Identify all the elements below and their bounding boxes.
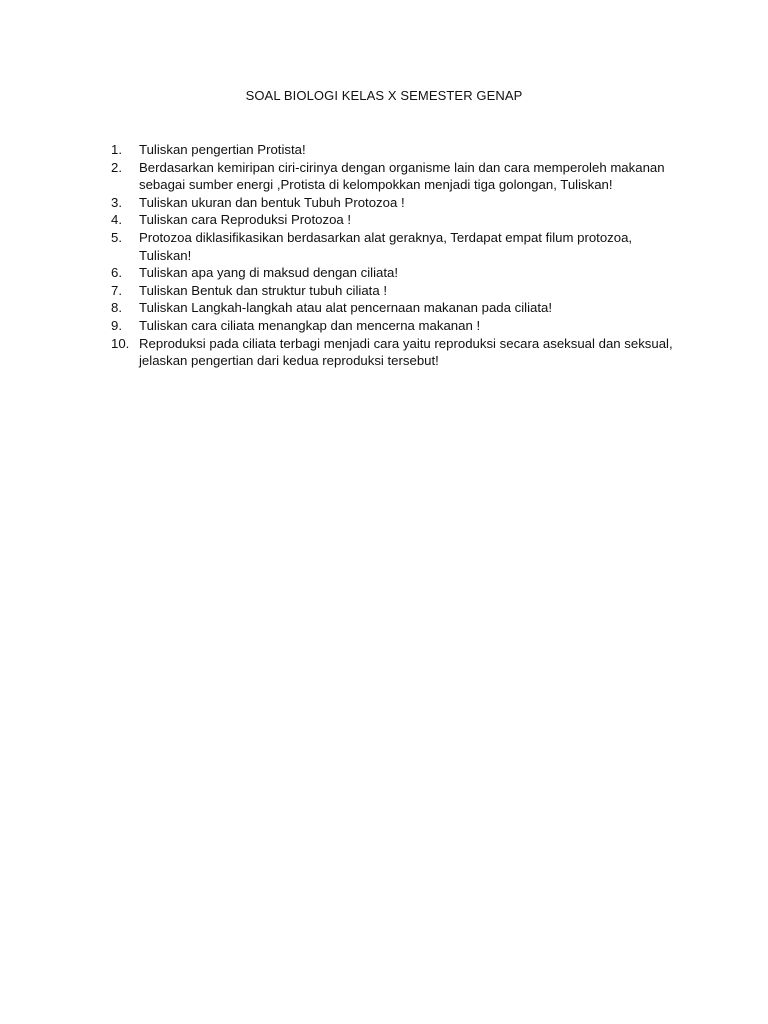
question-item-2 [100,159,670,194]
question-number: 6. [111,265,122,281]
question-line: sebagai sumber energi ,Protista di kelompokkan menjadi tiga golongan, Tuliskan! [139,177,613,193]
question-item-5 [100,229,670,264]
question-number: 2. [111,159,122,175]
question-item-1 [100,141,670,159]
question-number: 3. [111,194,122,210]
question-item-6 [100,264,670,282]
question-number: 10. [111,335,130,351]
question-line: Protozoa diklasifikasikan berdasarkan alat geraknya, Terdapat empat filum protozoa, [139,229,633,245]
question-text [139,299,670,317]
question-text [139,194,670,212]
question-line: Tuliskan Langkah-langkah atau alat pencernaan makanan pada ciliata! [139,300,553,316]
question-line: Reproduksi pada ciliata terbagi menjadi cara yaitu reproduksi secara aseksual dan seksual, [139,335,673,351]
question-line: Berdasarkan kemiripan ciri-cirinya dengan organisme lain dan cara memperoleh makanan [139,159,665,175]
question-item-4 [100,211,670,229]
question-line: Tuliskan! [139,247,192,263]
question-line: Tuliskan pengertian Protista! [139,142,306,157]
question-item-3 [100,194,670,212]
question-text [139,264,670,282]
question-line: Tuliskan ukuran dan bentuk Tubuh Protozoa ! [139,194,405,210]
question-number: 7. [111,282,122,298]
question-item-8 [100,299,670,317]
question-item-10 [100,335,673,370]
question-line: Tuliskan apa yang di maksud dengan ciliata! [139,265,399,281]
question-line: jelaskan pengertian dari kedua reproduksi tersebut! [139,353,439,369]
question-line: Tuliskan Bentuk dan struktur tubuh ciliata ! [139,282,388,298]
question-number: 5. [111,229,122,245]
question-number: 8. [111,300,122,316]
question-number: 1. [111,142,122,157]
question-list [100,141,673,370]
question-line: Tuliskan cara ciliata menangkap dan mencerna makanan ! [139,317,481,333]
question-number: 4. [111,212,122,228]
document-title: SOAL BIOLOGI KELAS X SEMESTER GENAP [245,88,523,103]
question-text [139,282,670,300]
question-item-9 [100,317,670,335]
question-text [139,211,670,229]
question-text [139,141,670,159]
question-item-7 [100,282,670,300]
question-number: 9. [111,317,122,333]
question-text [139,229,670,264]
question-text [139,335,673,370]
question-line: Tuliskan cara Reproduksi Protozoa ! [139,212,352,228]
question-text [139,159,670,194]
question-text [139,317,670,335]
